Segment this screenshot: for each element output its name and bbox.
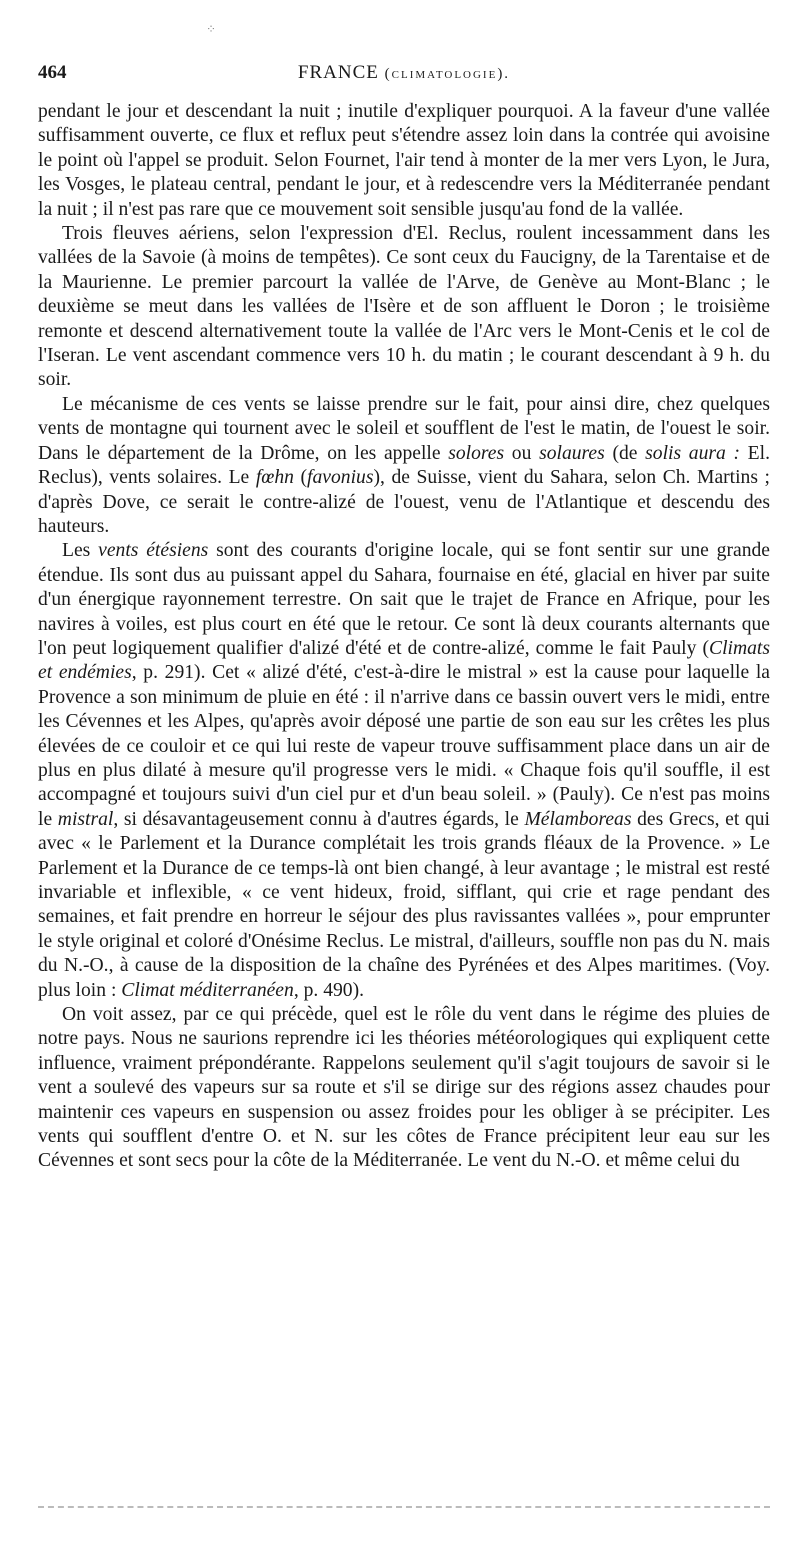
text-run: des Grecs, et qui avec « le Parlement et la Durance complétait les trois grands fléaux de la Provence. » Le Parlement et la Durance de ce temps-là ont bien changé, à leur avantage ; le mistral est resté invariable et inflexible, « ce vent hideux, froid, sifflant, qui crie et rage pendant des semaines, et fait prendre en horreur le séjour des plus ravissantes vallées », pour emprunter le style original et coloré d'Onésime Reclus. Le mistral, d'ailleurs, souffle non pas du N. mais du N.-O., à cause de la disposition de la chaîne des Pyrénées et des Alpes maritimes. (Voy. plus loin : (38, 808, 770, 1001)
italic-text: solores (448, 442, 505, 464)
running-title (38, 62, 770, 84)
italic-text: vents étésiens (98, 540, 209, 562)
paragraph (38, 100, 770, 222)
text-run: Trois fleuves aériens, selon l'expression d'El. Reclus, roulent incessamment dans les vallées de la Savoie (à moins de tempêtes). Ce sont ceux du Faucigny, de la Tarentaise et de la Maurienne. Le premier parcourt la vallée de l'Arve, de Genève au Mont-Blanc ; le deuxième se meut dans les vallées de l'Isère et de son affluent le Doron ; le troisième remonte et descend alternativement toute la vallée de l'Arc vers le Mont-Cenis et le col de l'Iseran. Le vent ascendant commence vers 10 h. du matin ; le courant descendant à 9 h. du soir. (38, 223, 770, 391)
text-run: ( (293, 467, 308, 489)
page-header (38, 62, 770, 88)
italic-text: solaures (539, 442, 605, 464)
paragraph (38, 222, 770, 393)
paragraph (38, 393, 770, 539)
page-number: 464 (38, 62, 67, 83)
running-title-sub: (climatologie). (384, 66, 511, 82)
paragraph (38, 1003, 770, 1174)
scan-mark: ⁘ (206, 22, 217, 36)
body-text (38, 100, 770, 1174)
italic-text: solis aura : (645, 442, 740, 464)
italic-text: favonius (307, 467, 374, 489)
text-run: (de (604, 442, 646, 464)
book-page (38, 0, 770, 1542)
text-run: pendant le jour et descendant la nuit ; inutile d'expliquer pourquoi. A la faveur d'une vallée suffisamment ouverte, ce flux et reflux peut s'étendre assez loin dans la contrée qui avoisine le point où l'appel se produit. Selon Fournet, l'air tend à monter de la mer vers Lyon, le Jura, les Vosges, le plateau central, pendant le jour, et à redescendre vers la Méditerranée pendant la nuit ; il n'est pas rare que ce mouvement soit sensible jusqu'au fond de la vallée. (38, 101, 770, 220)
text-run: sont des courants d'origine locale, qui se font sentir sur une grande étendue. Ils sont dus au puissant appel du Sahara, fournaise en été, glacial en hiver par suite d'un énergique rayonnement terrestre. On sait que le trajet de France en Afrique, pour les navires à voiles, est plus court en été que le retour. Ce sont là deux courants alternants que l'on peut logiquement qualifier d'alizé d'été et de contre-alizé, comme le fait Pauly ( (38, 540, 770, 659)
text-run: , p. 291). Cet « alizé d'été, c'est-à-dire le mistral » est la cause pour laquelle la Provence a son minimum de pluie en été : il n'arrive dans ce bassin ouvert vers le midi, entre les Cévennes et les Alpes, qu'après avoir déposé une partie de son eau sur les crêtes les plus élevées de ce couloir et ce qui lui reste de vapeur trouve suffisamment place dans un air de plus en plus dilaté à mesure qu'il progresse vers le midi. « Chaque fois qu'il souffle, il est accompagné et toujours suivi d'un ciel pur et d'un beau soleil. » (Pauly). Ce n'est pas moins le (38, 662, 770, 830)
running-title-main: FRANCE (297, 62, 379, 83)
text-run: El. Reclus), vents solaires. Le (38, 442, 770, 489)
italic-text: fœhn (255, 467, 294, 489)
italic-text: mistral (57, 808, 114, 830)
text-run: ou (504, 442, 540, 464)
text-run: ), de Suisse, vient du Sahara, selon Ch. Martins ; d'après Dove, ce serait le contre-alizé de l'ouest, venu de l'Atlantique et descendu des hauteurs. (38, 467, 770, 537)
footer-rule (38, 1506, 770, 1508)
text-run: On voit assez, par ce qui précède, quel est le rôle du vent dans le régime des pluies de notre pays. Nous ne saurions reprendre ici les théories météorologiques qui expliquent cette influence, vraiment prépondérante. Rappelons seulement qu'il s'agit toujours de savoir si le vent a soulevé des vapeurs sur sa route et s'il se dirige sur des régions assez chaudes pour maintenir ces vapeurs en suspension ou assez froides pour les obliger à se précipiter. Les vents qui soufflent d'entre O. et N. sur les côtes de France précipitent leur eau sur les Cévennes et sont secs pour la côte de la Méditerranée. Le vent du N.-O. et même celui du (38, 1004, 770, 1172)
italic-text: Climats et endémies (38, 637, 770, 684)
text-run: Le mécanisme de ces vents se laisse prendre sur le fait, pour ainsi dire, chez quelques vents de montagne qui tournent avec le soleil et soufflent de l'est le matin, de l'ouest le soir. Dans le département de la Drôme, on les appelle (38, 393, 770, 464)
text-run: , si désavantageusement connu à d'autres égards, le (113, 808, 525, 830)
italic-text: Climat méditerranéen (121, 979, 294, 1001)
italic-text: Mélamboreas (524, 808, 632, 830)
paragraph (38, 539, 770, 1003)
text-run: Les (62, 540, 99, 562)
text-run: , p. 490). (293, 979, 365, 1001)
